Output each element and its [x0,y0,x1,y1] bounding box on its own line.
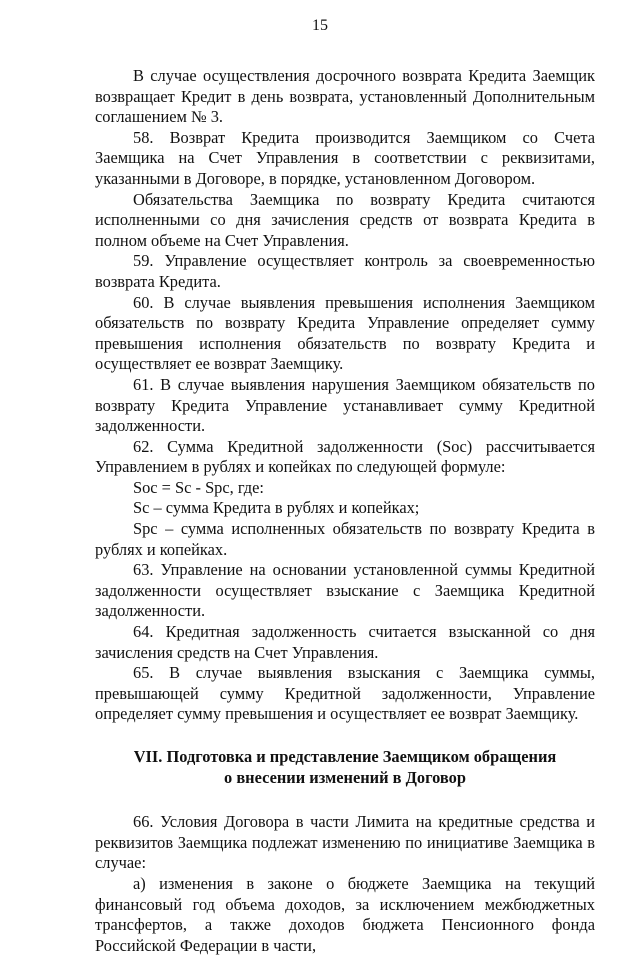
section-heading-line: о внесении изменений в Договор [224,767,466,787]
paragraph: 64. Кредитная задолженность считается взысканной со дня зачисления средств на Счет Управления. [95,622,595,662]
section-heading-line: VII. Подготовка и представление Заемщиком обращения [133,747,557,766]
paragraph: В случае осуществления досрочного возврата Кредита Заемщик возвращает Кредит в день возврата, установленный Дополнительным соглашением № 3. [95,66,595,127]
paragraph: 60. В случае выявления превышения исполнения Заемщиком обязательств по возврату Кредита Управление определяет сумму превышения исполнения обязательств по возврату Кредита и осуществляет ее возврат Заемщику. [95,292,595,374]
paragraph: 62. Сумма Кредитной задолженности (Soc) рассчитывается Управлением в рублях и копейках по следующей формуле: [95,436,595,477]
paragraph: 63. Управление на основании установленной суммы Кредитной задолженности осуществляет взыскание с Заемщика Кредитной задолженности. [95,560,595,621]
document-body [95,66,595,956]
paragraph: 59. Управление осуществляет контроль за своевременностью возврата Кредита. [95,251,595,291]
section-heading [95,747,595,788]
paragraph: а) изменения в законе о бюджете Заемщика на текущий финансовый год объема доходов, за исключением межбюджетных трансфертов, а также доходов бюджета Пенсионного фонда Российской Федерации в части, [95,873,595,955]
formula-definition: Spc – сумма исполненных обязательств по возврату Кредита в рублях и копейках. [95,519,595,559]
paragraph: Обязательства Заемщика по возврату Кредита считаются исполненными со дня зачисления средств от возврата Кредита в полном объеме на Счет Управления. [95,189,595,250]
paragraph: 65. В случае выявления взыскания с Заемщика суммы, превышающей сумму Кредитной задолженности, Управление определяет сумму превышения и осуществляет ее возврат Заемщику. [95,663,595,724]
paragraph: 58. Возврат Кредита производится Заемщиком со Счета Заемщика на Счет Управления в соответствии с реквизитами, указанными в Договоре, в порядке, установленном Договором. [95,127,595,188]
page-number: 15 [312,17,328,34]
formula-definition: Sc – сумма Кредита в рублях и копейках; [133,498,420,518]
formula-line: Soc = Sc - Spc, где: [133,477,264,497]
paragraph: 66. Условия Договора в части Лимита на кредитные средства и реквизитов Заемщика подлежат изменению по инициативе Заемщика в случае: [95,812,595,873]
paragraph: 61. В случае выявления нарушения Заемщиком обязательств по возврату Кредита Управление устанавливает сумму Кредитной задолженности. [95,374,595,436]
